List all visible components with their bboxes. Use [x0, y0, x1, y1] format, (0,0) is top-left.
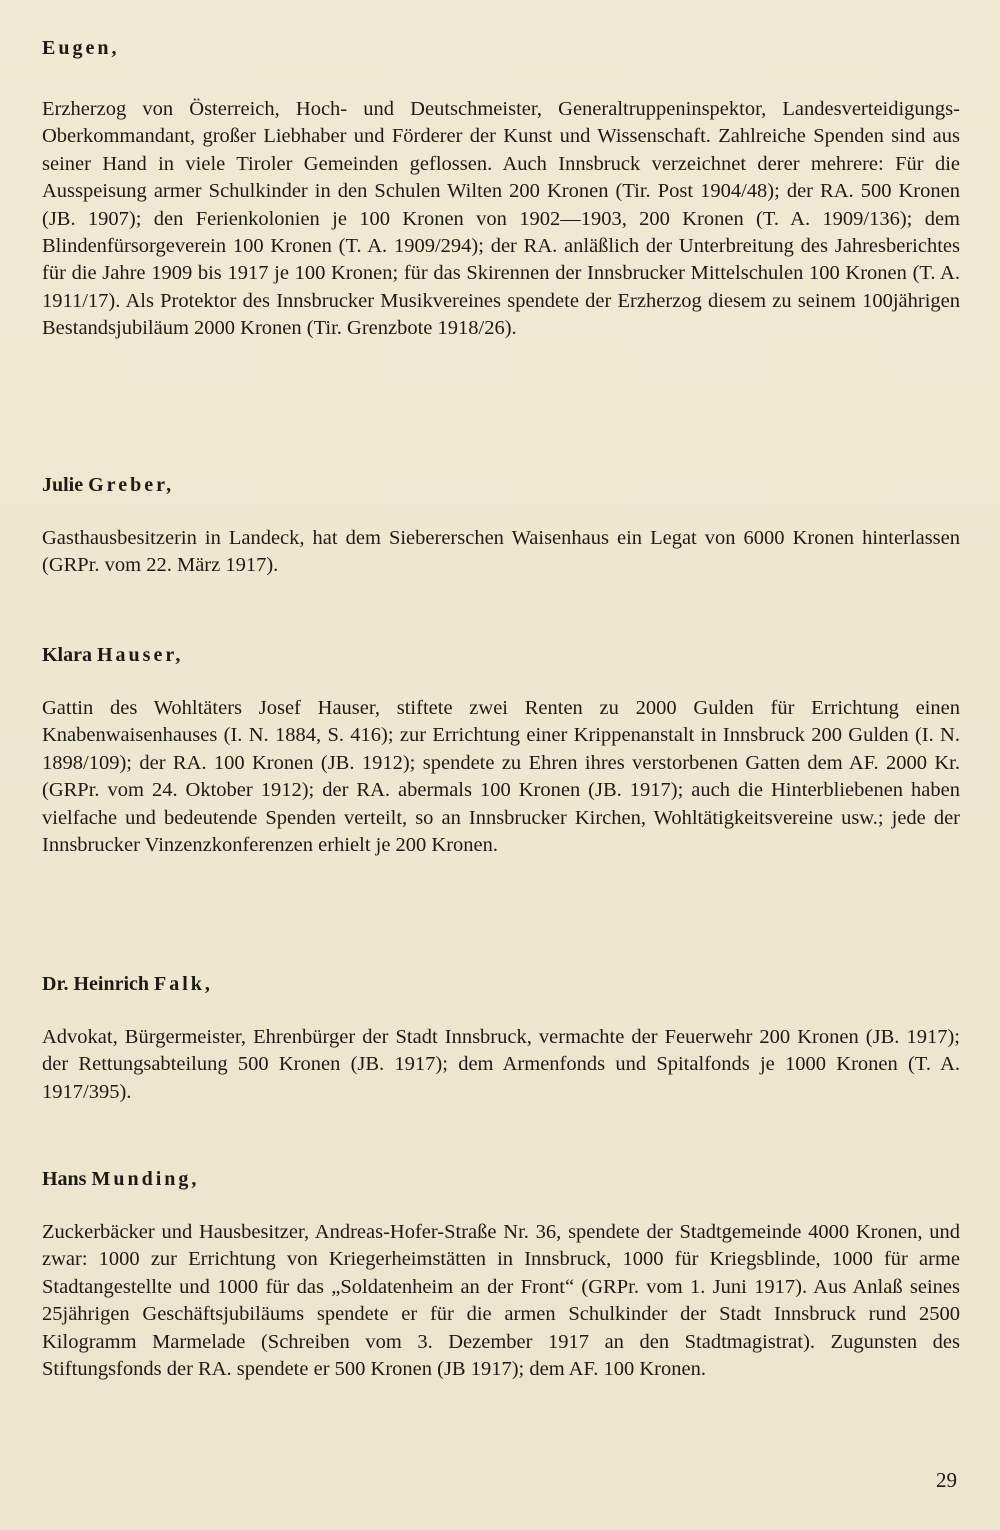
page-number: 29 [936, 1468, 957, 1492]
entry-falk [42, 972, 960, 1106]
entry-heading [42, 36, 960, 60]
entry-heading [42, 972, 960, 996]
entry-prefix: Klara [42, 644, 92, 666]
entry-surname: Greber, [88, 474, 175, 496]
entry-surname: Eugen, [42, 37, 120, 59]
entry-heading [42, 643, 960, 667]
entry-text: Gattin des Wohltäters Josef Hauser, stiftete zwei Renten zu 2000 Gulden für Errichtung einen Knabenwaisenhauses (I. N. 1884, S. 416); zur Errichtung einer Krippenanstalt in Innsbruck 200 Gulden (I. N. 1898/109); der RA. 100 Kronen (JB. 1912); spendete zu Ehren ihres verstorbenen Gatten dem AF. 2000 Kr. (GRPr. vom 24. Oktober 1912); der RA. abermals 100 Kronen (JB. 1917); auch die Hinterbliebenen haben vielfache und bedeutende Spenden verteilt, so an Innsbrucker Kirchen, Wohltätigkeitsvereine usw.; jede der Innsbrucker Vinzenzkonferenzen erhielt je 200 Kronen. [42, 697, 960, 857]
entry-greber [42, 473, 960, 580]
entry-heading [42, 473, 960, 497]
entry-text: Erzherzog von Österreich, Hoch- und Deutschmeister, Generaltruppeninspektor, Landesverteidigungs-Oberkommandant, großer Liebhaber und Förderer der Kunst und Wissenschaft. Zahlreiche Spenden sind aus seiner Hand in viele Tiroler Gemeinden geflossen. Auch Innsbruck verzeichnet derer mehrere: Für die Ausspeisung armer Schulkinder in den Schulen Wilten 200 Kronen (Tir. Post 1904/48); der RA. 500 Kronen (JB. 1907); den Ferienkolonien je 100 Kronen von 1902—1903, 200 Kronen (T. A. 1909/136); dem Blindenfürsorgeverein 100 Kronen (T. A. 1909/294); der RA. anläßlich der Unterbreitung des Jahresberichtes für die Jahre 1909 bis 1917 je 100 Kronen; für das Skirennen der Innsbrucker Mittelschulen 100 Kronen (T. A. 1911/17). Als Protektor des Innsbrucker Musikvereines spendete der Erzherzog diesem zu seinem 100jährigen Bestandsjubiläum 2000 Kronen (Tir. Grenzbote 1918/26). [42, 98, 960, 340]
entry-hauser [42, 643, 960, 859]
entry-munding [42, 1167, 960, 1383]
entry-prefix: Dr. Heinrich [42, 973, 150, 995]
entry-eugen [42, 36, 960, 343]
entry-prefix: Julie [42, 474, 84, 496]
entry-text: Zuckerbäcker und Hausbesitzer, Andreas-Hofer-Straße Nr. 36, spendete der Stadtgemeinde 4000 Kronen, und zwar: 1000 zur Errichtung von Kriegerheimstätten in Innsbruck, 1000 für Kriegsblinde, 1000 für arme Stadtangestellte und 1000 für das „Soldatenheim an der Front“ (GRPr. vom 1. Juni 1917). Aus Anlaß seines 25jährigen Geschäftsjubiläums spendete er für die armen Schulkinder der Stadt Innsbruck rund 2500 Kilogramm Marmelade (Schreiben vom 3. Dezember 1917 an den Stadtmagistrat). Zugunsten des Stiftungsfonds der RA. spendete er 500 Kronen (JB 1917); dem AF. 100 Kronen. [42, 1221, 960, 1381]
entry-surname: Hauser, [97, 644, 184, 666]
entry-surname: Munding, [91, 1168, 200, 1190]
entry-prefix: Hans [42, 1168, 87, 1190]
entry-surname: Falk, [154, 973, 213, 995]
entry-heading [42, 1167, 960, 1191]
entry-text: Gasthausbesitzerin in Landeck, hat dem Siebererschen Waisenhaus ein Legat von 6000 Kronen hinterlassen (GRPr. vom 22. März 1917). [42, 527, 960, 577]
entry-text: Advokat, Bürgermeister, Ehrenbürger der Stadt Innsbruck, vermachte der Feuerwehr 200 Kronen (JB. 1917); der Rettungsabteilung 500 Kronen (JB. 1917); dem Armenfonds und Spitalfonds je 1000 Kronen (T. A. 1917/395). [42, 1026, 960, 1103]
